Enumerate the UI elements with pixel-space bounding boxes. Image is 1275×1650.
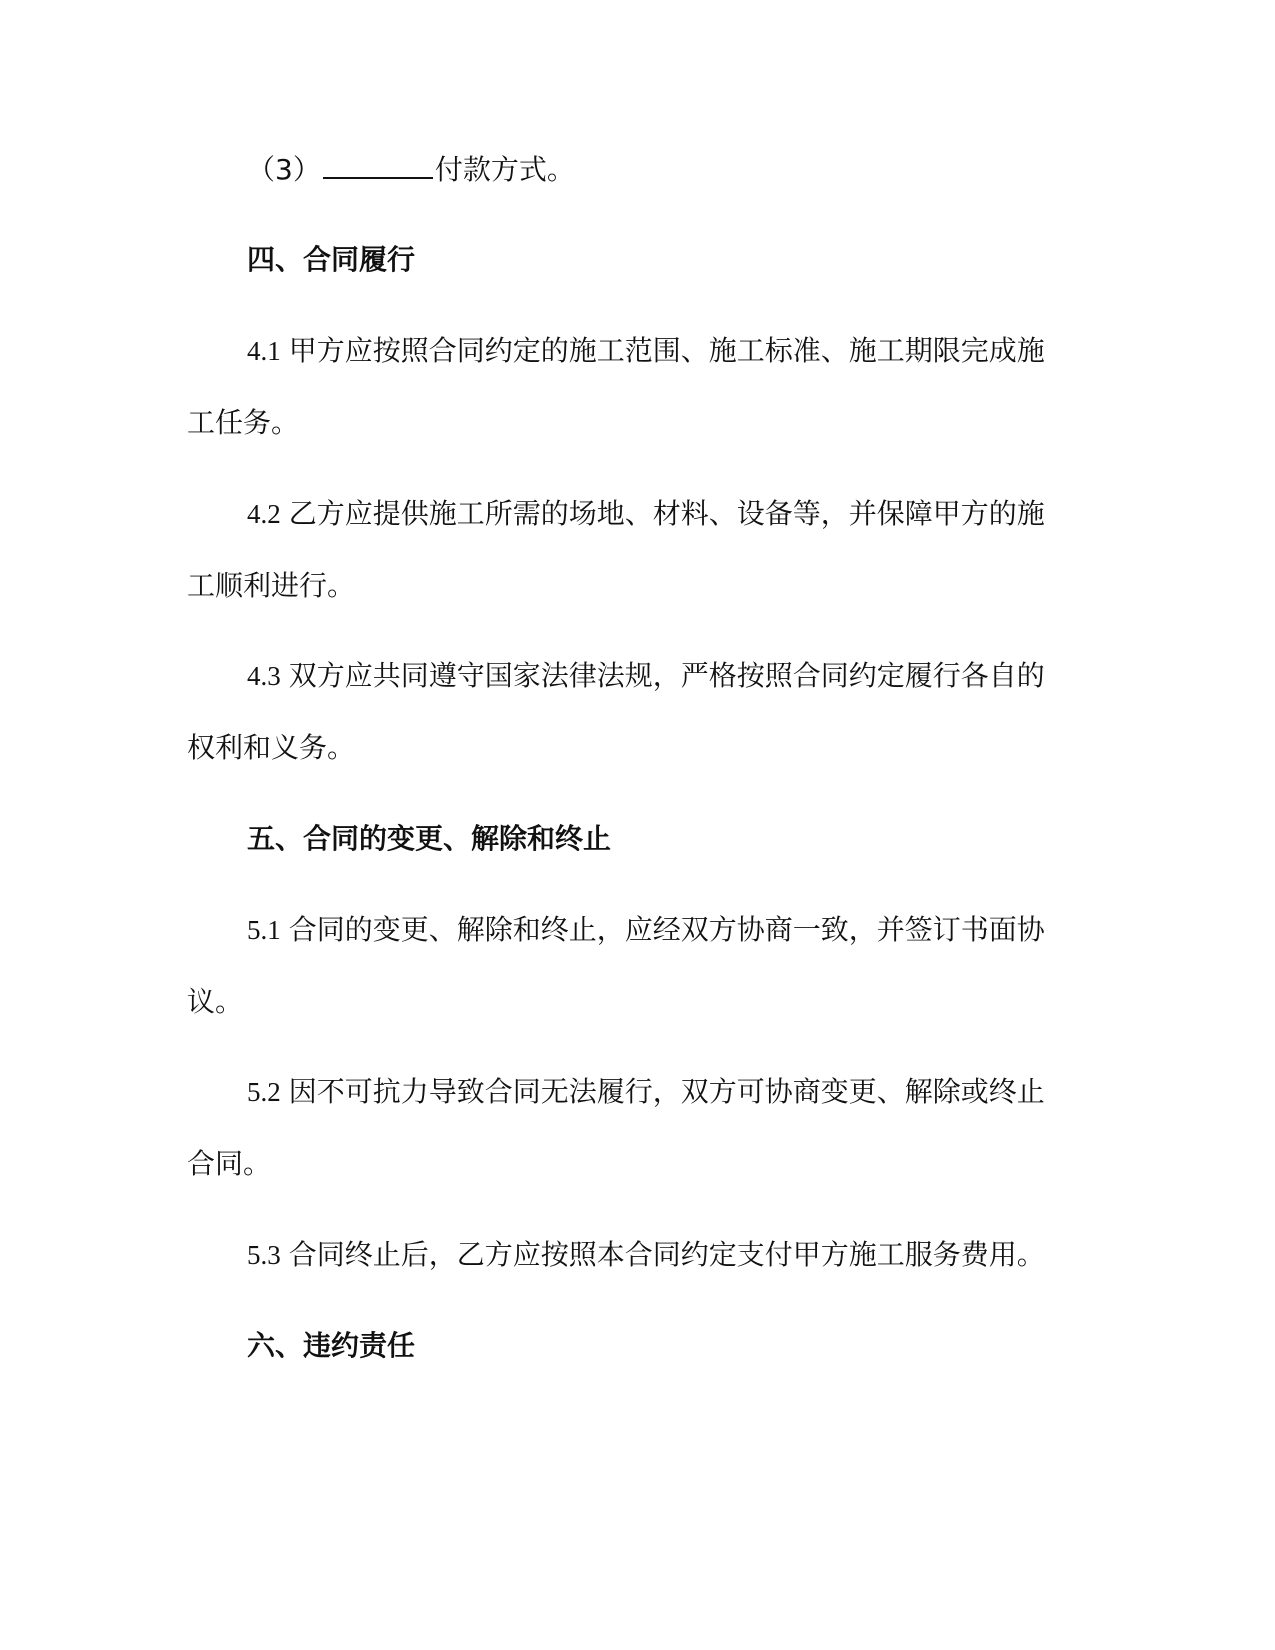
item-3-text: 付款方式。 [434,153,575,186]
clause-5-2 [0,1072,1275,1112]
section-4-heading: 四、合同履行 [247,243,416,276]
clause-number: 5.3 [247,1240,281,1270]
clause-number: 4.1 [247,336,281,366]
section-6-heading: 六、违约责任 [247,1329,416,1362]
clause-5-1 [0,910,1275,950]
clause-4-2-continuation: 工顺利进行。 [187,569,356,602]
clause-number: 5.2 [247,1077,281,1107]
clause-5-2-continuation: 合同。 [187,1147,272,1180]
clause-4-3-continuation: 权利和义务。 [187,731,356,764]
clause-number: 5.1 [247,915,281,945]
clause-text: 双方应共同遵守国家法律法规，严格按照合同约定履行各自的 [288,659,1045,692]
clause-4-1 [0,331,1275,371]
item-3-prefix: （3） [247,153,321,186]
clause-text: 乙方应提供施工所需的场地、材料、设备等，并保障甲方的施 [288,497,1045,530]
clause-text: 合同终止后，乙方应按照本合同约定支付甲方施工服务费用。 [288,1238,1045,1271]
clause-text: 甲方应按照合同约定的施工范围、施工标准、施工期限完成施 [288,334,1045,367]
clause-4-3 [0,656,1275,696]
clause-5-3 [0,1235,1275,1275]
item-3 [0,150,1275,190]
fill-in-blank [323,151,433,179]
section-5-heading: 五、合同的变更、解除和终止 [247,822,612,855]
clause-4-2 [0,494,1275,534]
clause-text: 因不可抗力导致合同无法履行，双方可协商变更、解除或终止 [288,1075,1045,1108]
clause-4-1-continuation: 工任务。 [187,406,300,439]
clause-text: 合同的变更、解除和终止，应经双方协商一致，并签订书面协 [288,913,1045,946]
clause-number: 4.2 [247,499,281,529]
clause-number: 4.3 [247,661,281,691]
clause-5-1-continuation: 议。 [187,985,244,1018]
